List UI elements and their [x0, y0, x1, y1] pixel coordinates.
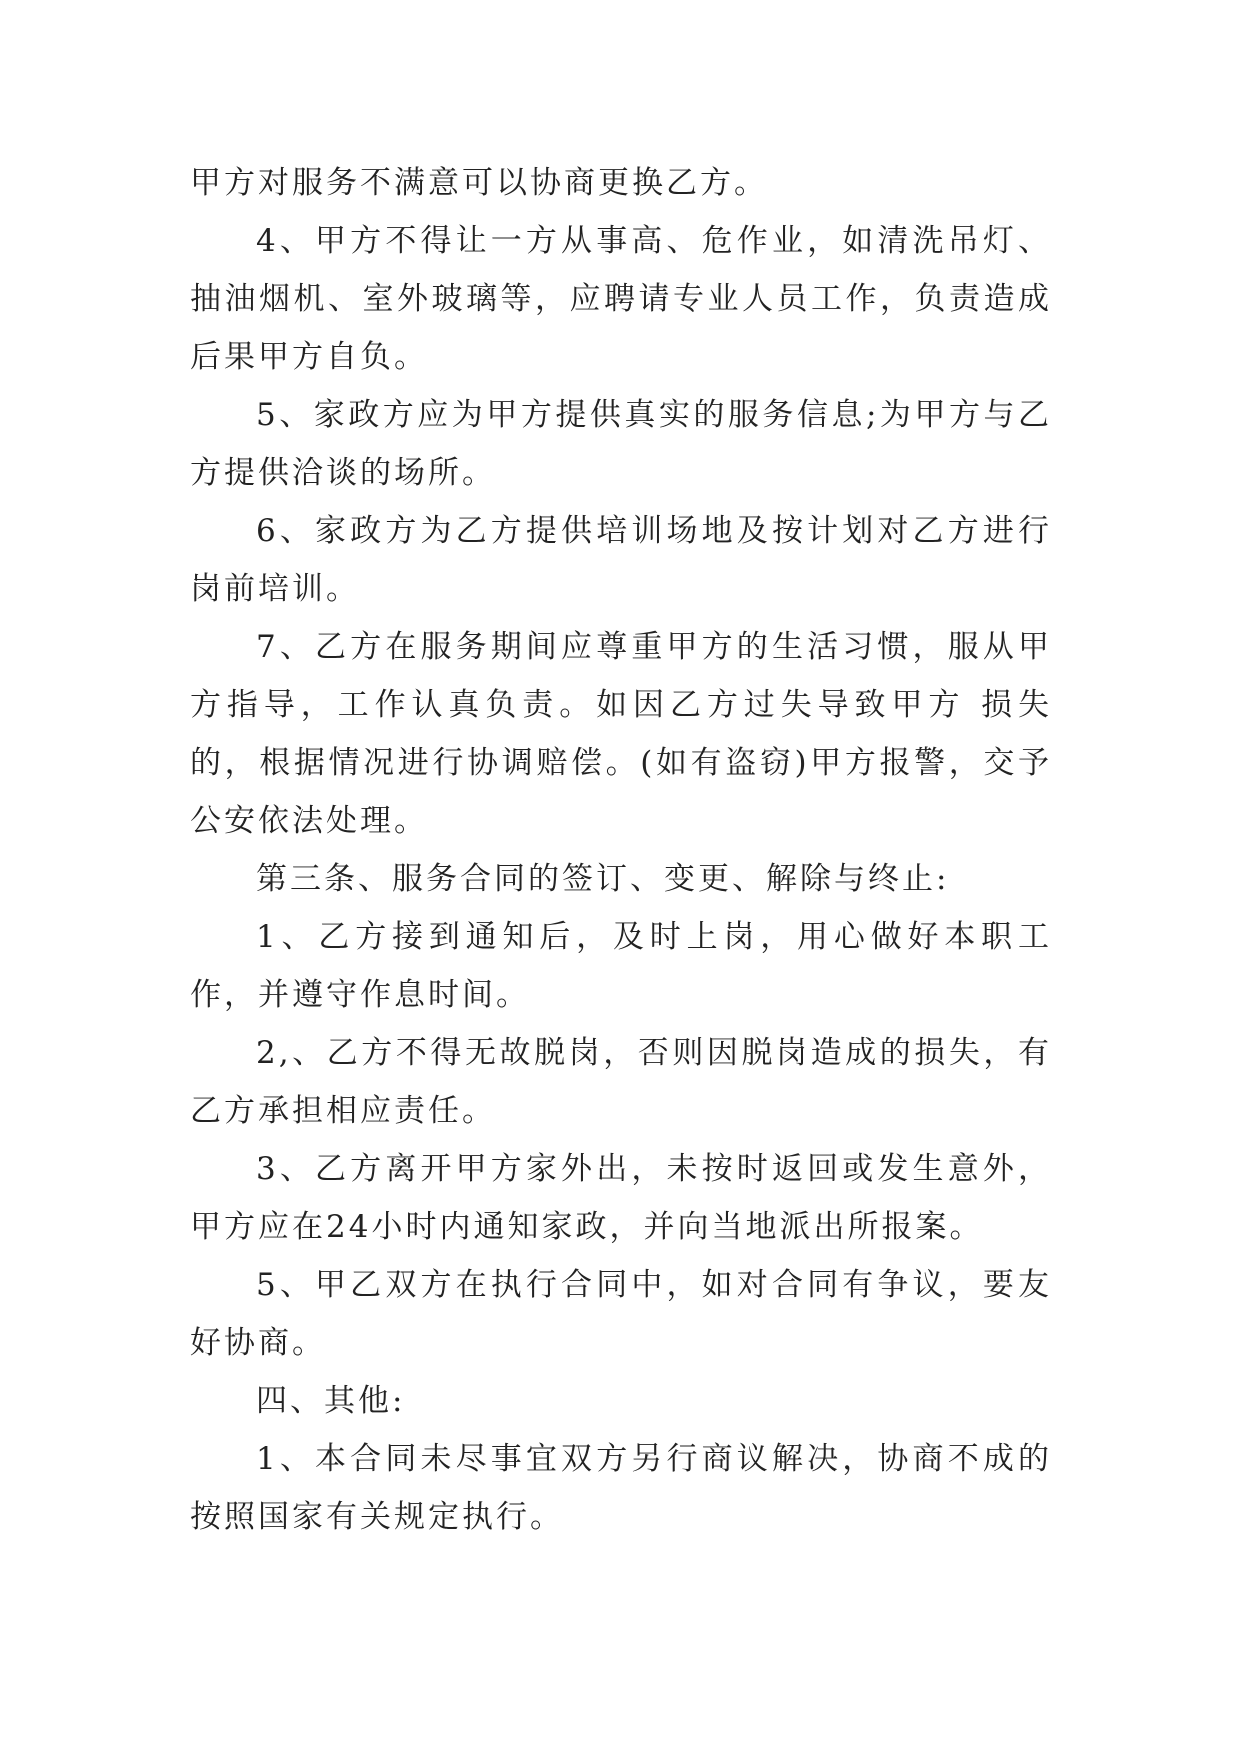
paragraph-5: 7、乙方在服务期间应尊重甲方的生活习惯，服从甲方指导，工作认真负责。如因乙方过失导致甲方 损失的，根据情况进行协调赔偿。(如有盗窃)甲方报警，交予公安依法处理。	[190, 629, 1052, 839]
paragraph-9: 3、乙方离开甲方家外出，未按时返回或发生意外，甲方应在24小时内通知家政，并向当地派出所报案。	[190, 1151, 1052, 1245]
section-heading-4: 四、其他:	[256, 1383, 406, 1419]
paragraph-10: 5、甲乙双方在执行合同中，如对合同有争议，要友好协商。	[190, 1267, 1052, 1361]
paragraph-8: 2,、乙方不得无故脱岗，否则因脱岗造成的损失，有乙方承担相应责任。	[190, 1035, 1052, 1129]
paragraph-1: 甲方对服务不满意可以协商更换乙方。	[190, 165, 768, 201]
paragraph-2: 4、甲方不得让一方从事高、危作业，如清洗吊灯、抽油烟机、室外玻璃等，应聘请专业人员工作，负责造成后果甲方自负。	[190, 223, 1052, 375]
section-heading-3: 第三条、服务合同的签订、变更、解除与终止:	[256, 861, 950, 897]
contract-text	[190, 154, 1052, 1546]
paragraph-3: 5、家政方应为甲方提供真实的服务信息;为甲方与乙方提供洽谈的场所。	[190, 397, 1052, 491]
paragraph-7: 1、乙方接到通知后，及时上岗，用心做好本职工作，并遵守作息时间。	[190, 919, 1052, 1013]
paragraph-4: 6、家政方为乙方提供培训场地及按计划对乙方进行岗前培训。	[190, 513, 1052, 607]
paragraph-12: 1、本合同未尽事宜双方另行商议解决，协商不成的按照国家有关规定执行。	[190, 1441, 1052, 1535]
